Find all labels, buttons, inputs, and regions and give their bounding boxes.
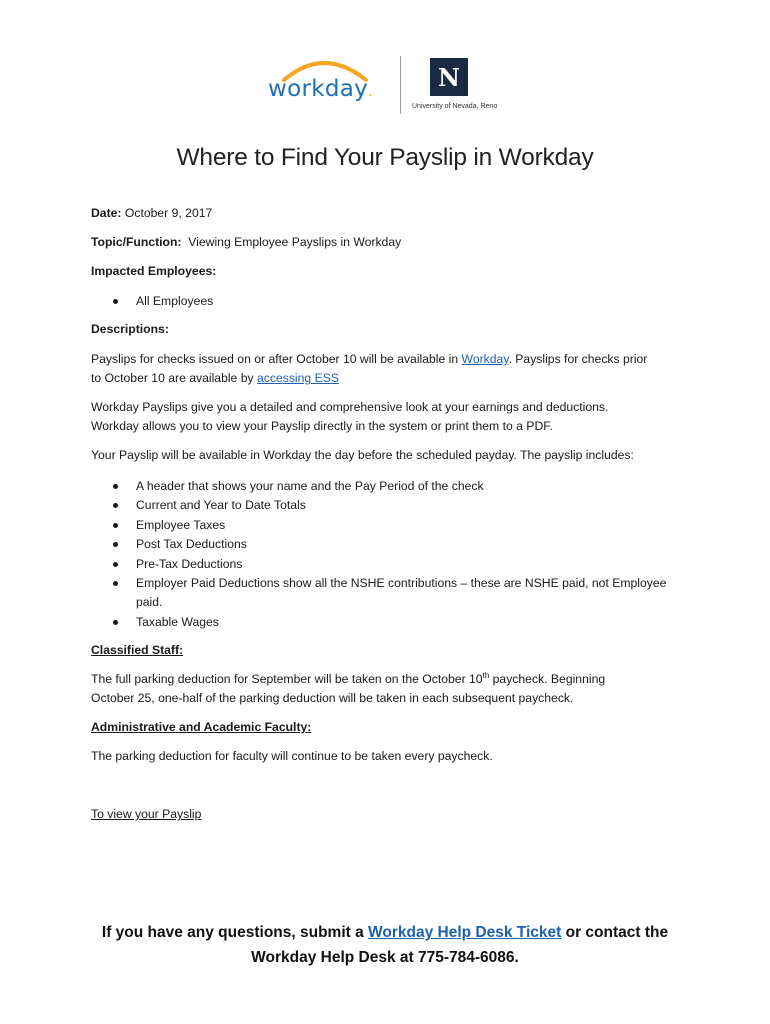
date-label: Date:: [91, 206, 122, 220]
workday-link[interactable]: Workday: [461, 352, 509, 366]
accessing-ess-link[interactable]: accessing ESS: [256, 371, 339, 385]
workday-logo-text: workday: [268, 76, 369, 102]
workday-logo: [262, 54, 386, 106]
list-item: Taxable Wages: [91, 613, 666, 632]
header-logos: [262, 54, 502, 118]
faculty-text: The parking deduction for faculty will continue to be taken every paycheck.: [91, 749, 493, 763]
footer-line1: [40, 920, 730, 945]
payslip-includes-list: [91, 477, 666, 632]
classified-text-b: paycheck. Beginning: [489, 672, 606, 686]
classified-sup: th: [482, 670, 490, 680]
workday-logo-mark: .: [368, 84, 373, 100]
unr-logo-icon: N: [430, 58, 468, 96]
topic-label: Topic/Function:: [91, 235, 182, 249]
desc-p2-line2: Workday allows you to view your Payslip directly in the system or print them to a PDF.: [91, 419, 553, 433]
faculty-heading: Administrative and Academic Faculty:: [91, 720, 312, 734]
desc-p1-text-b: . Payslips for checks prior: [508, 352, 648, 366]
page-title: Where to Find Your Payslip in Workday: [176, 144, 594, 171]
list-item: Current and Year to Date Totals: [91, 496, 666, 515]
list-item-text: Employer Paid Deductions show all the NSHE contributions – these are NSHE paid, not Employee: [136, 576, 667, 591]
desc-p1-line1: [91, 352, 647, 366]
topic-line: [91, 235, 401, 249]
desc-p1-text-a: Payslips for checks issued on or after October 10 will be available in: [91, 352, 462, 366]
list-item: [91, 574, 666, 613]
footer-line2: Workday Help Desk at 775-784-6086.: [251, 949, 519, 966]
help-footer: [40, 920, 730, 970]
desc-p1-text-c: to October 10 are available by: [91, 371, 257, 385]
classified-text-a: The full parking deduction for September will be taken on the October 10: [91, 672, 483, 686]
view-payslip-link[interactable]: To view your Payslip: [91, 807, 202, 821]
descriptions-label: Descriptions:: [91, 322, 169, 336]
list-item-wrap: paid.: [136, 595, 163, 610]
logo-divider: [400, 56, 401, 114]
footer-text-b: or contact the: [561, 924, 669, 941]
unr-logo-text: University of Nevada, Reno: [412, 103, 498, 110]
classified-line1: [91, 672, 605, 686]
footer-text-a: If you have any questions, submit a: [101, 924, 369, 941]
list-item: Pre-Tax Deductions: [91, 555, 666, 574]
topic-value: Viewing Employee Payslips in Workday: [188, 235, 402, 249]
list-item: All Employees: [91, 292, 213, 311]
list-item: A header that shows your name and the Pay Period of the check: [91, 477, 666, 496]
desc-p2-line1: Workday Payslips give you a detailed and comprehensive look at your earnings and deductions.: [91, 400, 609, 414]
impacted-list: [91, 292, 213, 311]
list-item: Employee Taxes: [91, 516, 666, 535]
classified-line2: October 25, one-half of the parking deduction will be taken in each subsequent paycheck.: [91, 691, 574, 705]
classified-heading: Classified Staff:: [91, 643, 184, 657]
date-value: October 9, 2017: [124, 206, 213, 220]
help-desk-ticket-link[interactable]: Workday Help Desk Ticket: [368, 924, 562, 941]
desc-p3: Your Payslip will be available in Workday the day before the scheduled payday. The payslip includes:: [91, 448, 634, 462]
impacted-label: Impacted Employees:: [91, 264, 217, 278]
list-item: Post Tax Deductions: [91, 535, 666, 554]
desc-p1-line2: [91, 371, 339, 385]
date-line: [91, 206, 212, 220]
